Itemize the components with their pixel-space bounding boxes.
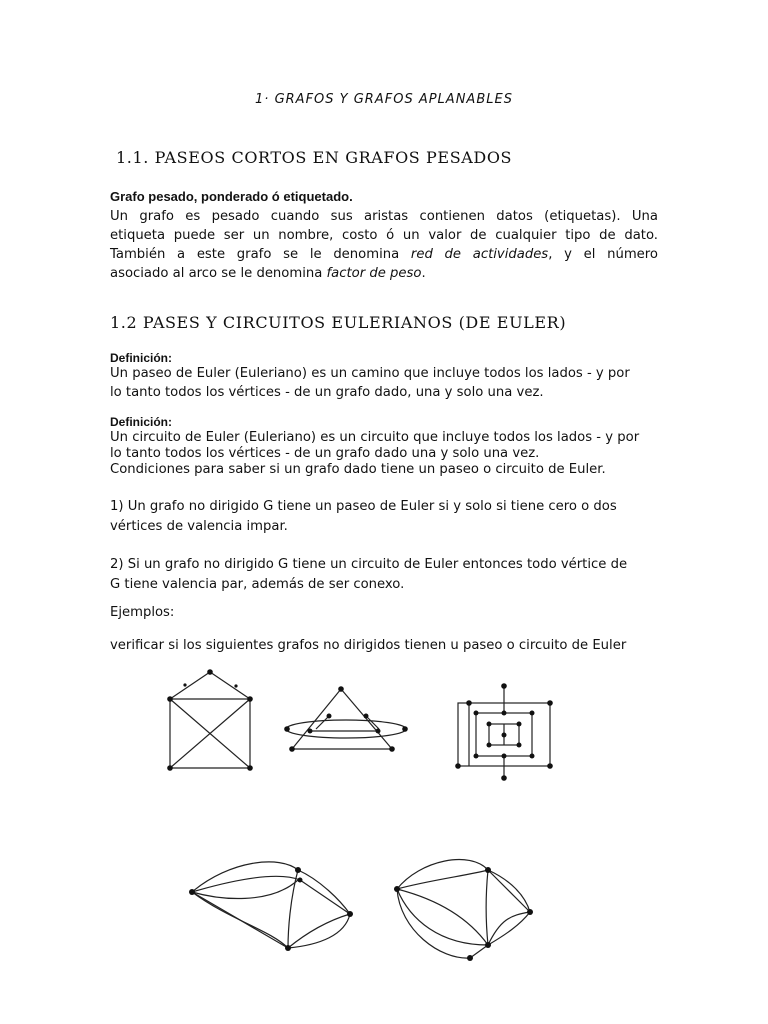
graph-nested-squares (455, 683, 553, 781)
graph-house (167, 669, 253, 771)
paragraph-line: lo tanto todos los vértices - de un grafo dado, una y solo una vez. (110, 385, 544, 400)
verify-instruction: verificar si los siguientes grafos no dirigidos tienen u paseo o circuito de Euler (110, 638, 627, 653)
subheading-grafo-pesado: Grafo pesado, ponderado ó etiquetado. (110, 189, 353, 204)
examples-label: Ejemplos: (110, 605, 175, 620)
paragraph-line: etiqueta puede ser un nombre, costo ó un valor de cualquier tipo de dato. (110, 228, 658, 243)
section-heading-1-1: 1.1. PASEOS CORTOS EN GRAFOS PESADOS (116, 148, 513, 167)
definition-label: Definición: (110, 351, 172, 365)
italic-term: factor de peso (326, 266, 422, 281)
graph-curved-right (394, 860, 533, 961)
section-heading-1-2: 1.2 PASES Y CIRCUITOS EULERIANOS (DE EULER) (110, 313, 567, 332)
condition-1: 1) Un grafo no dirigido G tiene un paseo de Euler si y solo si tiene cero o dos vértices de valencia impar. (110, 499, 617, 534)
paragraph-line: Un paseo de Euler (Euleriano) es un camino que incluye todos los lados - y por (110, 366, 630, 381)
paragraph-line: Un grafo es pesado cuando sus aristas contienen datos (etiquetas). Una (110, 209, 658, 224)
graph-triangle-ellipse (284, 686, 408, 752)
paragraph-line: Un circuito de Euler (Euleriano) es un circuito que incluye todos los lados - y por (110, 430, 640, 445)
condition-2: 2) Si un grafo no dirigido G tiene un circuito de Euler entonces todo vértice de G tiene valencia par, además de ser conexo. (110, 557, 628, 592)
paragraph-line: lo tanto todos los vértices - de un grafo dado una y solo una vez. (110, 446, 540, 461)
page-title: 1· GRAFOS Y GRAFOS APLANABLES (255, 92, 513, 107)
graph-curved-left (189, 862, 353, 951)
paragraph-line: También a este grafo se le denomina red de actividades, y el número (110, 247, 658, 262)
paragraph-line: asociado al arco se le denomina factor de peso. (110, 266, 426, 281)
italic-term: red de actividades (410, 247, 549, 262)
paragraph-line: Condiciones para saber si un grafo dado tiene un paseo o circuito de Euler. (110, 462, 606, 477)
definition-label: Definición: (110, 415, 172, 429)
